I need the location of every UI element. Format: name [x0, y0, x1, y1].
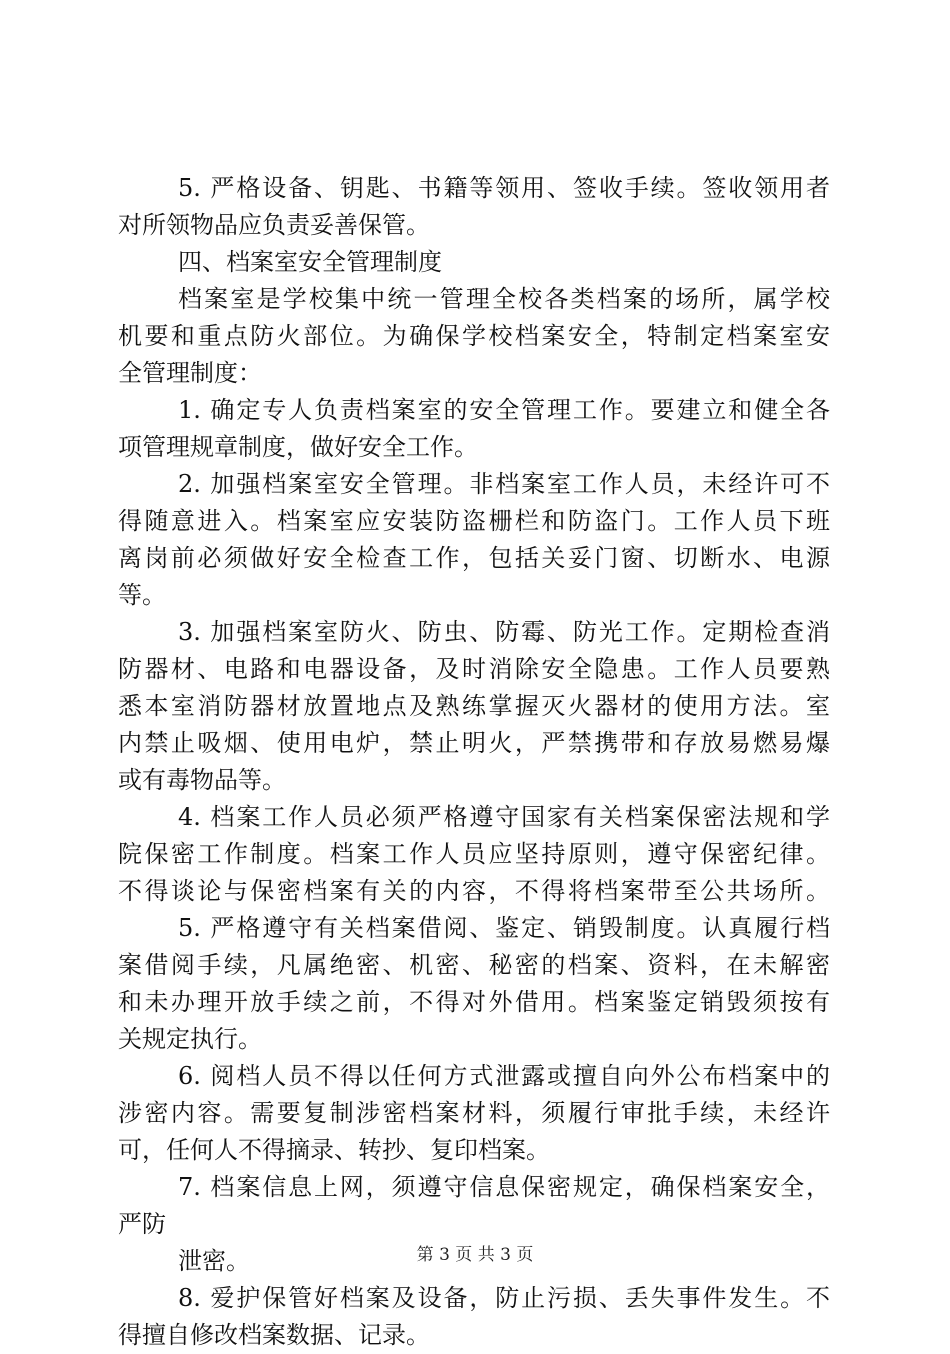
text-line: 关规定执行。 [118, 1025, 262, 1053]
text-line: 离岗前必须做好安全检查工作，包括关妥门窗、切断水、电源 [118, 544, 830, 572]
text-line: 可，任何人不得摘录、转抄、复印档案。 [118, 1136, 550, 1164]
text-line: 防器材、电路和电器设备，及时消除安全隐患。工作人员要熟 [118, 655, 830, 683]
text-line: 严防 [118, 1210, 166, 1238]
text-line: 项管理规章制度，做好安全工作。 [118, 433, 478, 461]
text-line: 不得谈论与保密档案有关的内容，不得将档案带至公共场所。 [118, 877, 830, 905]
text-line: 5. 严格设备、钥匙、书籍等领用、签收手续。签收领用者 [178, 174, 830, 202]
text-line: 涉密内容。需要复制涉密档案材料，须履行审批手续，未经许 [118, 1099, 830, 1127]
text-line: 7. 档案信息上网，须遵守信息保密规定，确保档案安全， [178, 1173, 830, 1201]
text-line: 对所领物品应负责妥善保管。 [118, 211, 430, 239]
text-line: 2. 加强档案室安全管理。非档案室工作人员，未经许可不 [178, 470, 830, 498]
text-line: 机要和重点防火部位。为确保学校档案安全，特制定档案室安 [118, 322, 830, 350]
text-line: 泄密。 [178, 1247, 250, 1275]
text-line: 内禁止吸烟、使用电炉，禁止明火，严禁携带和存放易燃易爆 [118, 729, 830, 757]
text-line: 8. 爱护保管好档案及设备，防止污损、丢失事件发生。不 [178, 1284, 830, 1312]
text-line: 得随意进入。档案室应安装防盗栅栏和防盗门。工作人员下班 [118, 507, 830, 535]
text-line: 悉本室消防器材放置地点及熟练掌握灭火器材的使用方法。室 [118, 692, 830, 720]
text-line: 或有毒物品等。 [118, 766, 286, 794]
text-line: 得擅自修改档案数据、记录。 [118, 1321, 430, 1349]
text-line: 全管理制度： [118, 359, 262, 387]
text-line: 档案室是学校集中统一管理全校各类档案的场所，属学校 [178, 285, 830, 313]
text-line: 6. 阅档人员不得以任何方式泄露或擅自向外公布档案中的 [178, 1062, 830, 1090]
text-line: 四、档案室安全管理制度 [178, 248, 442, 276]
text-line: 1. 确定专人负责档案室的安全管理工作。要建立和健全各 [178, 396, 830, 424]
text-line: 案借阅手续，凡属绝密、机密、秘密的档案、资料，在未解密 [118, 951, 830, 979]
text-line: 院保密工作制度。档案工作人员应坚持原则，遵守保密纪律。 [118, 840, 830, 868]
text-line: 4. 档案工作人员必须严格遵守国家有关档案保密法规和学 [178, 803, 830, 831]
text-line: 5. 严格遵守有关档案借阅、鉴定、销毁制度。认真履行档 [178, 914, 830, 942]
text-line: 3. 加强档案室防火、防虫、防霉、防光工作。定期检查消 [178, 618, 830, 646]
text-line: 和未办理开放手续之前，不得对外借用。档案鉴定销毁须按有 [118, 988, 830, 1016]
page-footer: 第 3 页 共 3 页 [416, 1245, 534, 1265]
document-body [118, 170, 830, 1354]
text-line: 等。 [118, 581, 166, 609]
